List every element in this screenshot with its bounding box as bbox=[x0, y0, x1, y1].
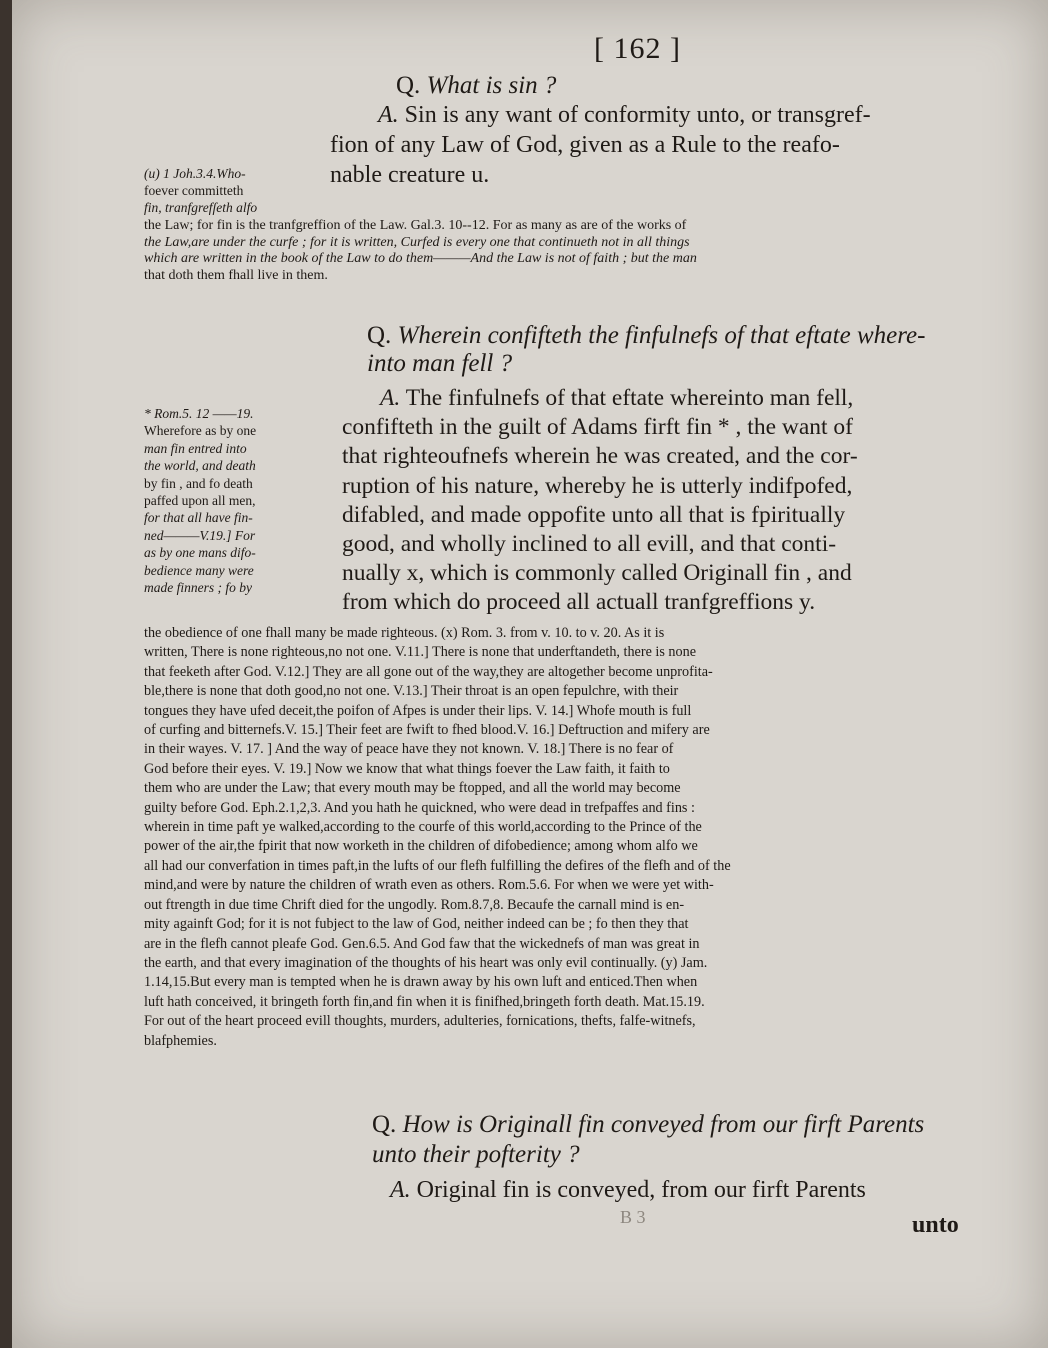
margin-line: fin, tranfgrefſeth alfo bbox=[144, 200, 258, 215]
answer-original-sin-conveyed bbox=[390, 1175, 1010, 1205]
note-line: mind,and were by nature the children of wrath even as others. Rom.5.6. For when we were yet with- bbox=[144, 877, 714, 894]
book-spine bbox=[0, 0, 12, 1348]
note-line: them who are under the Law; that every mouth may be ftopped, and all the world may become bbox=[144, 780, 681, 797]
question-label: Q. bbox=[372, 1111, 397, 1138]
margin-line: ned———V.19.] For bbox=[144, 527, 256, 543]
question-text: What is sin ? bbox=[426, 72, 557, 99]
answer-label: A. bbox=[378, 102, 399, 128]
note-line: are in the flefh cannot pleafe God. Gen.6.5. And God faw that the wickednefs of man was great in bbox=[144, 935, 700, 952]
margin-line: foever committeth bbox=[144, 183, 244, 198]
note-line: out ftrength in due time Chrift died for the ungodly. Rom.8.7,8. Becaufe the carnall mind is en- bbox=[144, 896, 685, 913]
note-line: that feeketh after God. V.12.] They are all gone out of the way,they are altogether become unprofita- bbox=[144, 663, 713, 680]
answer-line: good, and wholly inclined to all evill, and that conti- bbox=[342, 531, 837, 558]
note-line: For out of the heart proceed evill thoughts, murders, adulteries, fornications, thefts, falfe-witnefs, bbox=[144, 1013, 696, 1030]
note-line: the earth, and that every imagination of the thoughts of his heart was only evil continually. (y) Jam. bbox=[144, 954, 708, 971]
note-line: God before their eyes. V. 19.] Now we know that what things foever the Law faith, it faith to bbox=[144, 760, 670, 777]
note-line: guilty before God. Eph.2.1,2,3. And you hath he quickned, who were dead in trefpaffes and fins : bbox=[144, 799, 695, 816]
note-line: that doth them fhall live in them. bbox=[144, 267, 328, 283]
margin-line: man fin entred into bbox=[144, 440, 247, 456]
note-line: tongues they have ufed deceit,the poifon of Afpes is under their lips. V. 14.] Whofe mouth is full bbox=[144, 702, 692, 719]
footnote-block-2 bbox=[144, 624, 1004, 1051]
answer-what-is-sin bbox=[330, 100, 1020, 190]
margin-note-1 bbox=[144, 165, 334, 216]
answer-line: A. Sin is any want of conformity unto, or transgref- bbox=[378, 102, 871, 128]
margin-line: * Rom.5. 12 ——19. bbox=[144, 406, 254, 421]
note-line: ble,there is none that doth good,no not one. V.13.] Their throat is an open fepulchre, with their bbox=[144, 683, 679, 700]
margin-line: bedience many were bbox=[144, 562, 254, 578]
margin-line: paffed upon all men, bbox=[144, 493, 256, 509]
answer-line: nable creature u. bbox=[330, 162, 490, 188]
note-line: in their wayes. V. 17. ] And the way of peace have they not known. V. 18.] There is no fear of bbox=[144, 741, 674, 758]
question-label: Q. bbox=[396, 72, 421, 99]
note-line: the Law,are under the curfe ; for it is written, Curfed is every one that continueth not in all things bbox=[144, 234, 690, 250]
note-line: of curfing and bitternefs.V. 15.] Their feet are fwift to fhed blood.V. 16.] Deftruction and mifery are bbox=[144, 722, 710, 739]
book-page bbox=[12, 0, 1048, 1348]
answer-line: from which do proceed all actuall tranfgreffions y. bbox=[342, 589, 816, 616]
catchword: unto bbox=[912, 1212, 959, 1238]
answer-line: ruption of his nature, whereby he is utterly indifpofed, bbox=[342, 472, 853, 499]
answer-line: difabled, and made oppofite unto all that is fpiritually bbox=[342, 501, 846, 528]
question-line: Q. Wherein confifteth the finfulnefs of that eftate where- bbox=[367, 322, 926, 349]
page-number: [ 162 ] bbox=[594, 32, 681, 65]
note-line: which are written in the book of the Law to do them———And the Law is not of faith ; but the man bbox=[144, 251, 697, 267]
footnote-block-1 bbox=[144, 218, 1004, 284]
margin-line: by fin , and fo death bbox=[144, 475, 253, 491]
answer-label: A. bbox=[380, 385, 401, 411]
question-sinfulness-of-estate bbox=[367, 322, 1007, 378]
margin-line: as by one mans difo- bbox=[144, 545, 256, 561]
margin-line: the world, and death bbox=[144, 458, 256, 474]
question-line: into man fell ? bbox=[367, 350, 513, 377]
margin-line: (u) 1 Joh.3.4.Who- bbox=[144, 166, 246, 181]
margin-line: for that all have fin- bbox=[144, 510, 253, 526]
question-original-sin-conveyed bbox=[372, 1110, 1012, 1170]
note-line: 1.14,15.But every man is tempted when he is drawn away by his own luft and enticed.Then when bbox=[144, 974, 698, 991]
answer-line: A. The finfulnefs of that eftate whereinto man fell, bbox=[380, 385, 854, 411]
question-label: Q. bbox=[367, 322, 392, 349]
answer-line: fion of any Law of God, given as a Rule to the reafo- bbox=[330, 132, 840, 158]
margin-line: made finners ; fo by bbox=[144, 580, 252, 596]
margin-note-2 bbox=[144, 405, 344, 596]
margin-line: Wherefore as by one bbox=[144, 423, 257, 439]
note-line: luft hath conceived, it bringeth forth fin,and fin when it is finifhed,bringeth forth death. Mat.15.19. bbox=[144, 993, 705, 1010]
note-line: the Law; for fin is the tranfgreffion of the Law. Gal.3. 10--12. For as many as are of the works of bbox=[144, 218, 687, 233]
answer-line: Original fin is conveyed, from our firft Parents bbox=[416, 1177, 866, 1203]
answer-line: nually x, which is commonly called Originall fin , and bbox=[342, 560, 852, 587]
note-line: wherein in time paft ye walked,according to the courfe of this world,according to the Prince of the bbox=[144, 819, 702, 836]
note-line: all had our converfation in times paft,in the lufts of our flefh fulfilling the defires of the flefh and of the bbox=[144, 857, 731, 874]
question-line: unto their pofterity ? bbox=[372, 1141, 580, 1168]
answer-line: that righteoufnefs wherein he was created, and the cor- bbox=[342, 443, 858, 470]
question-line: Q. How is Originall fin conveyed from our firft Parents bbox=[372, 1111, 925, 1138]
answer-sinfulness-of-estate bbox=[342, 384, 1012, 618]
note-line: mity againft God; for it is not fubject to the law of God, neither indeed can be ; fo then they that bbox=[144, 916, 689, 933]
note-line: written, There is none righteous,no not one. V.11.] There is none that underftandeth, there is none bbox=[144, 644, 697, 661]
answer-line: confifteth in the guilt of Adams firft fin * , the want of bbox=[342, 414, 854, 441]
signature-mark: B 3 bbox=[620, 1207, 646, 1227]
note-line: the obedience of one fhall many be made righteous. (x) Rom. 3. from v. 10. to v. 20. As it is bbox=[144, 625, 665, 641]
note-line: blafphemies. bbox=[144, 1032, 217, 1049]
question-what-is-sin bbox=[396, 72, 556, 100]
answer-label: A. bbox=[390, 1177, 411, 1203]
note-line: power of the air,the fpirit that now worketh in the children of difobedience; among whom alfo we bbox=[144, 838, 698, 855]
